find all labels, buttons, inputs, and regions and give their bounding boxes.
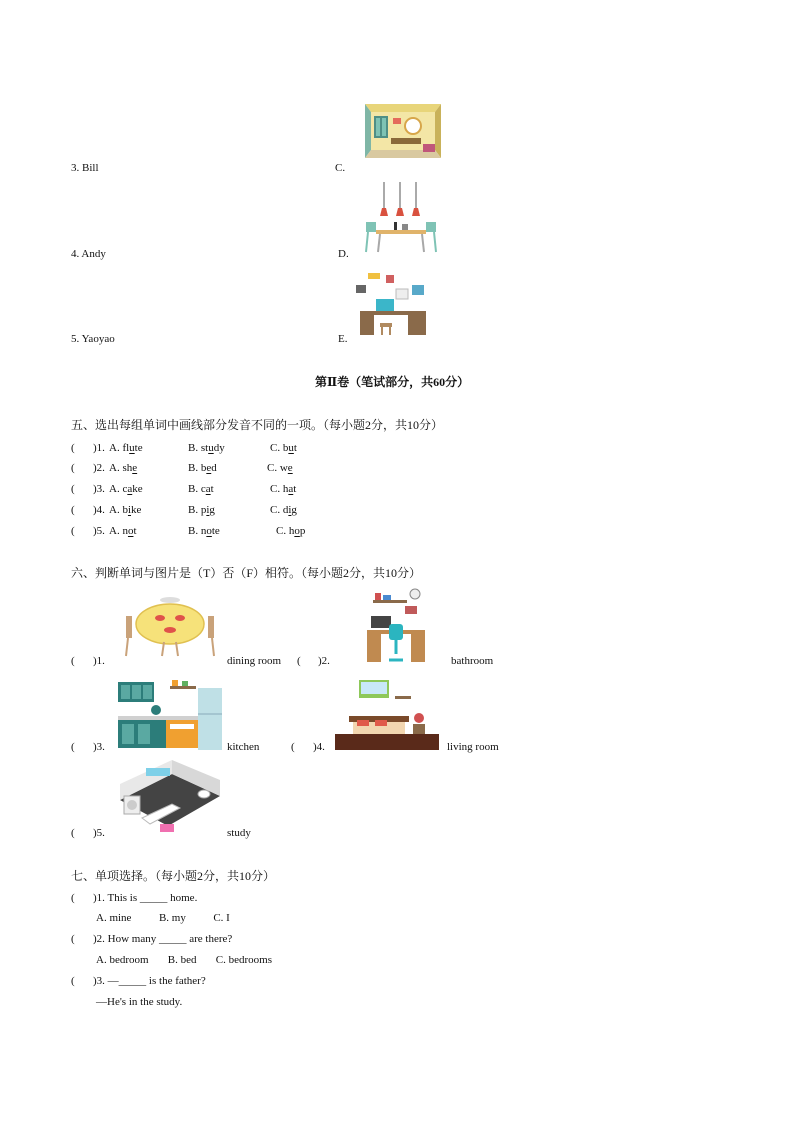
matching-name-5: 5. Yaoyao <box>71 333 115 345</box>
item-number: )1. <box>93 442 105 454</box>
answer-paren: ( <box>71 462 75 474</box>
answer-paren: ( <box>297 655 301 667</box>
section7-title: 七、单项选择。（每小题2分，共10分） <box>71 869 276 883</box>
answer-paren: ( <box>71 933 75 945</box>
dining-table-picture <box>124 594 216 658</box>
answer-paren: ( <box>71 442 75 454</box>
part2-title: 第Ⅱ卷（笔试部分，共60分） <box>315 375 470 389</box>
item-number: )4. <box>93 504 105 516</box>
option-b: B. bed <box>188 462 217 474</box>
item-number: )2. <box>93 462 105 474</box>
question-1-options: A. mine B. my C. I <box>96 912 230 924</box>
option-b: B. study <box>188 442 225 454</box>
bathroom-picture <box>120 766 220 836</box>
study-picture <box>356 271 430 337</box>
item-number: )5. <box>93 827 105 839</box>
matching-letter-e: E. <box>338 333 348 345</box>
item-number: )1. <box>93 655 105 667</box>
word-label: study <box>227 827 251 839</box>
matching-name-4: 4. Andy <box>71 248 106 260</box>
section6-title: 六、判断单词与图片是（T）否（F）相符。（每小题2分，共10分） <box>71 566 422 580</box>
option-a: A. cake <box>109 483 143 495</box>
question-2-options: A. bedroom B. bed C. bedrooms <box>96 954 272 966</box>
dining-room-picture <box>364 182 438 254</box>
item-number: )4. <box>313 741 325 753</box>
bedroom-picture <box>335 678 439 750</box>
matching-name-3: 3. Bill <box>71 162 99 174</box>
desk-picture <box>365 588 427 664</box>
question-3: )3. —_____ is the father? <box>93 975 206 987</box>
question-3-answer: —He's in the study. <box>96 996 183 1008</box>
option-c: C. but <box>270 442 297 454</box>
option-c: C. we <box>267 462 293 474</box>
word-label: kitchen <box>227 741 260 753</box>
option-a: A. not <box>109 525 137 537</box>
answer-paren: ( <box>71 892 75 904</box>
room-picture <box>365 104 441 158</box>
option-a: A. she <box>109 462 138 474</box>
answer-paren: ( <box>71 655 75 667</box>
matching-letter-c: C. <box>335 162 346 174</box>
option-a: A. flute <box>109 442 143 454</box>
item-number: )2. <box>318 655 330 667</box>
option-c: C. dig <box>270 504 297 516</box>
option-b: B. note <box>188 525 220 537</box>
option-c: C. hat <box>270 483 297 495</box>
option-c: C. hop <box>276 525 306 537</box>
word-label: dining room <box>227 655 282 667</box>
option-b: B. pig <box>188 504 215 516</box>
answer-paren: ( <box>71 827 75 839</box>
option-a: A. bike <box>109 504 142 516</box>
answer-paren: ( <box>71 741 75 753</box>
kitchen-picture <box>118 678 223 750</box>
word-label: living room <box>447 741 499 753</box>
item-number: )3. <box>93 741 105 753</box>
option-b: B. cat <box>188 483 214 495</box>
answer-paren: ( <box>291 741 295 753</box>
section5-title: 五、选出每组单词中画线部分发音不同的一项。（每小题2分，共10分） <box>71 418 444 432</box>
word-label: bathroom <box>451 655 494 667</box>
question-1: )1. This is _____ home. <box>93 892 198 904</box>
matching-letter-d: D. <box>338 248 349 260</box>
answer-paren: ( <box>71 483 75 495</box>
question-2: )2. How many _____ are there? <box>93 933 233 945</box>
item-number: )5. <box>93 525 105 537</box>
item-number: )3. <box>93 483 105 495</box>
answer-paren: ( <box>71 504 75 516</box>
answer-paren: ( <box>71 975 75 987</box>
answer-paren: ( <box>71 525 75 537</box>
